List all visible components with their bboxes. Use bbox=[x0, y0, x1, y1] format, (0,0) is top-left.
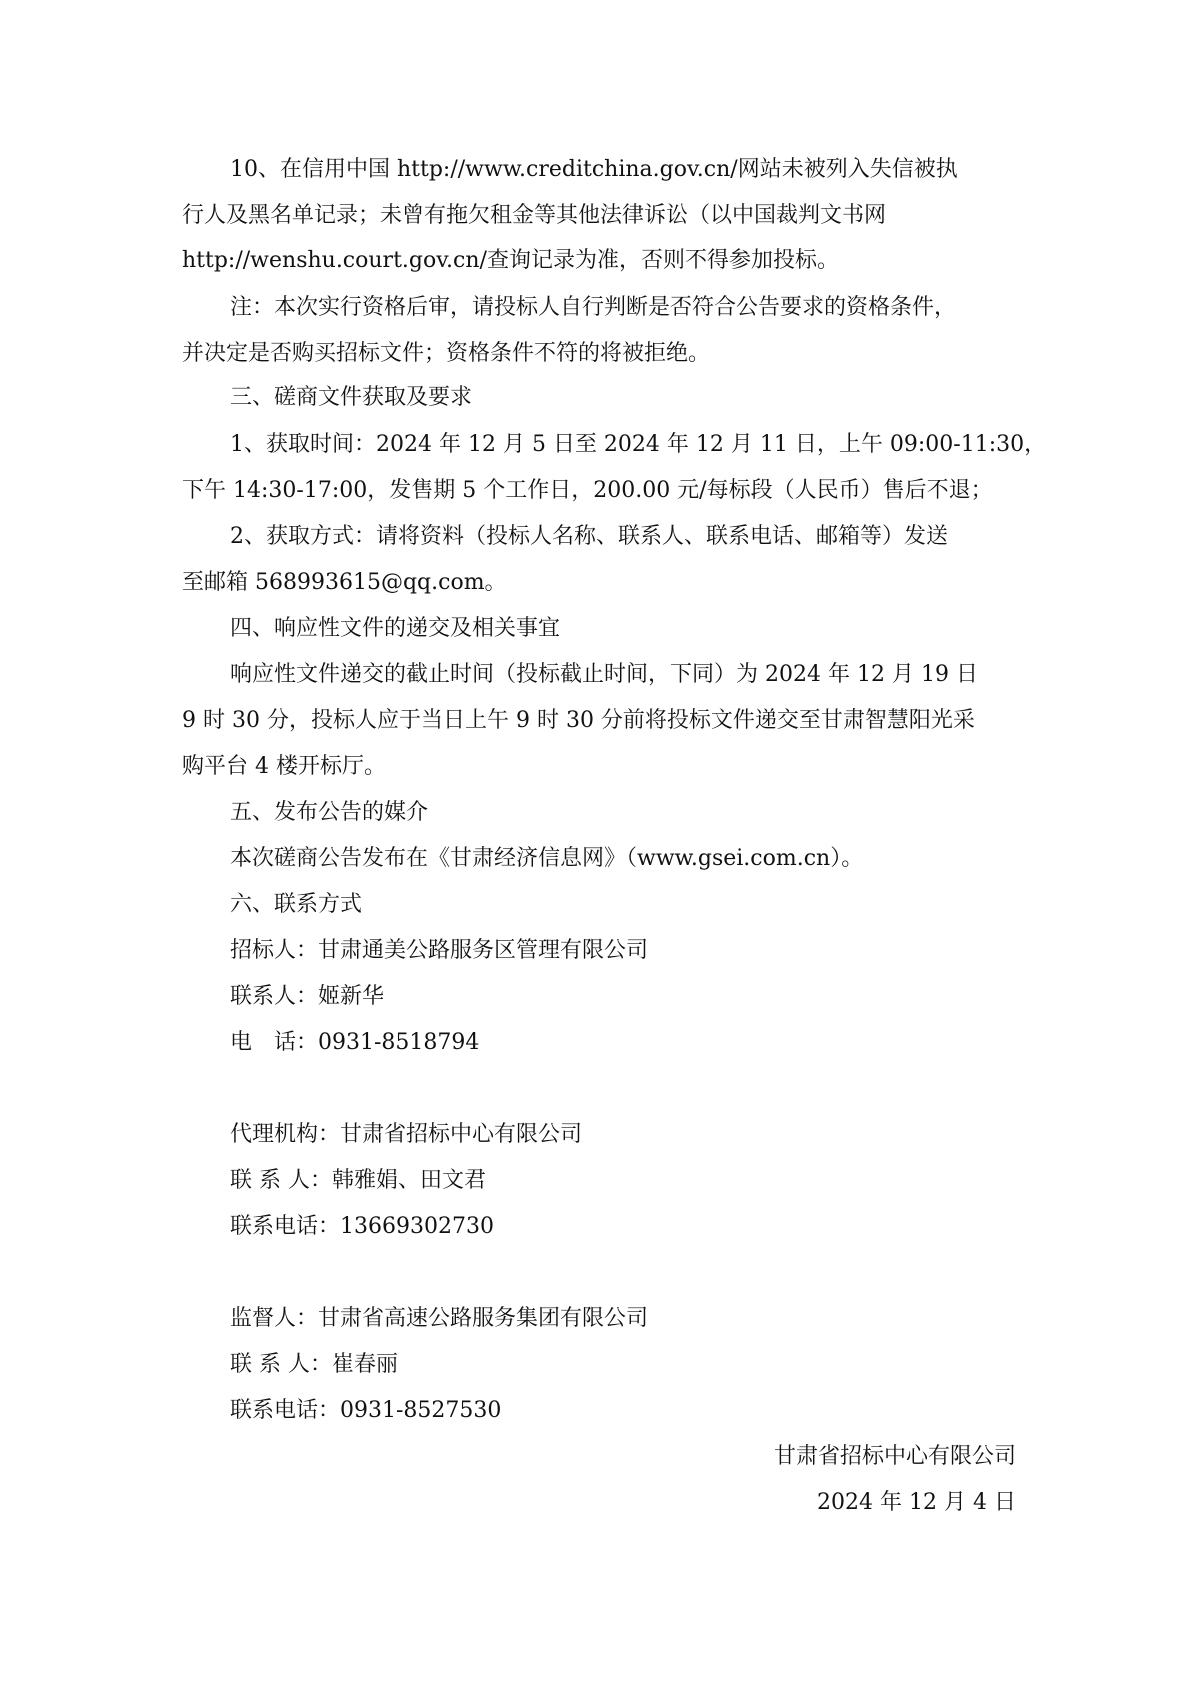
section-5-heading: 五、发布公告的媒介 bbox=[230, 800, 429, 825]
agency-phone: 联系电话：13669302730 bbox=[230, 1214, 494, 1239]
supervisor-phone: 联系电话：0931-8527530 bbox=[230, 1398, 502, 1423]
para-10-line-2: 行人及黑名单记录；未曾有拖欠租金等其他法律诉讼（以中国裁判文书网 bbox=[182, 203, 887, 228]
signature-date: 2024 年 12 月 4 日 bbox=[817, 1490, 1016, 1515]
note-line-1: 注：本次实行资格后审，请投标人自行判断是否符合公告要求的资格条件， bbox=[230, 295, 957, 320]
section-4-line-3: 购平台 4 楼开标厅。 bbox=[182, 754, 386, 779]
section-4-line-2: 9 时 30 分，投标人应于当日上午 9 时 30 分前将投标文件递交至甘肃智慧阳光采 bbox=[182, 708, 975, 733]
section-3-item-2-line-2: 至邮箱 568993615@qq.com。 bbox=[182, 570, 507, 595]
section-3-heading: 三、磋商文件获取及要求 bbox=[230, 385, 473, 410]
section-3-item-1-line-2: 下午 14:30-17:00，发售期 5 个工作日，200.00 元/每标段（人民币）售后不退； bbox=[182, 478, 993, 503]
para-10-line-1: 10、在信用中国 http://www.creditchina.gov.cn/网站未被列入失信被执 bbox=[230, 157, 958, 182]
agency-contact: 联 系 人：韩雅娟、田文君 bbox=[230, 1168, 486, 1193]
para-10-line-3: http://wenshu.court.gov.cn/查询记录为准，否则不得参加投标。 bbox=[182, 248, 839, 273]
section-4-line-1: 响应性文件递交的截止时间（投标截止时间，下同）为 2024 年 12 月 19 日 bbox=[230, 662, 978, 687]
section-5-line-1: 本次磋商公告发布在《甘肃经济信息网》（www.gsei.com.cn）。 bbox=[230, 846, 864, 871]
supervisor-contact: 联 系 人：崔春丽 bbox=[230, 1352, 398, 1377]
section-3-item-2-line-1: 2、获取方式：请将资料（投标人名称、联系人、联系电话、邮箱等）发送 bbox=[230, 524, 948, 549]
agency: 代理机构：甘肃省招标中心有限公司 bbox=[230, 1122, 583, 1147]
section-3-item-1-line-1: 1、获取时间：2024 年 12 月 5 日至 2024 年 12 月 11 日，上午 09:00-11:30， bbox=[230, 432, 1047, 457]
tenderer-contact: 联系人：姬新华 bbox=[230, 984, 385, 1009]
tenderer-phone: 电 话：0931-8518794 bbox=[230, 1030, 480, 1055]
section-6-heading: 六、联系方式 bbox=[230, 892, 363, 917]
tenderer: 招标人：甘肃通美公路服务区管理有限公司 bbox=[230, 938, 649, 963]
note-line-2: 并决定是否购买招标文件；资格条件不符的将被拒绝。 bbox=[182, 341, 711, 366]
section-4-heading: 四、响应性文件的递交及相关事宜 bbox=[230, 616, 561, 641]
signature-org: 甘肃省招标中心有限公司 bbox=[773, 1444, 1016, 1469]
supervisor: 监督人：甘肃省高速公路服务集团有限公司 bbox=[230, 1306, 649, 1331]
